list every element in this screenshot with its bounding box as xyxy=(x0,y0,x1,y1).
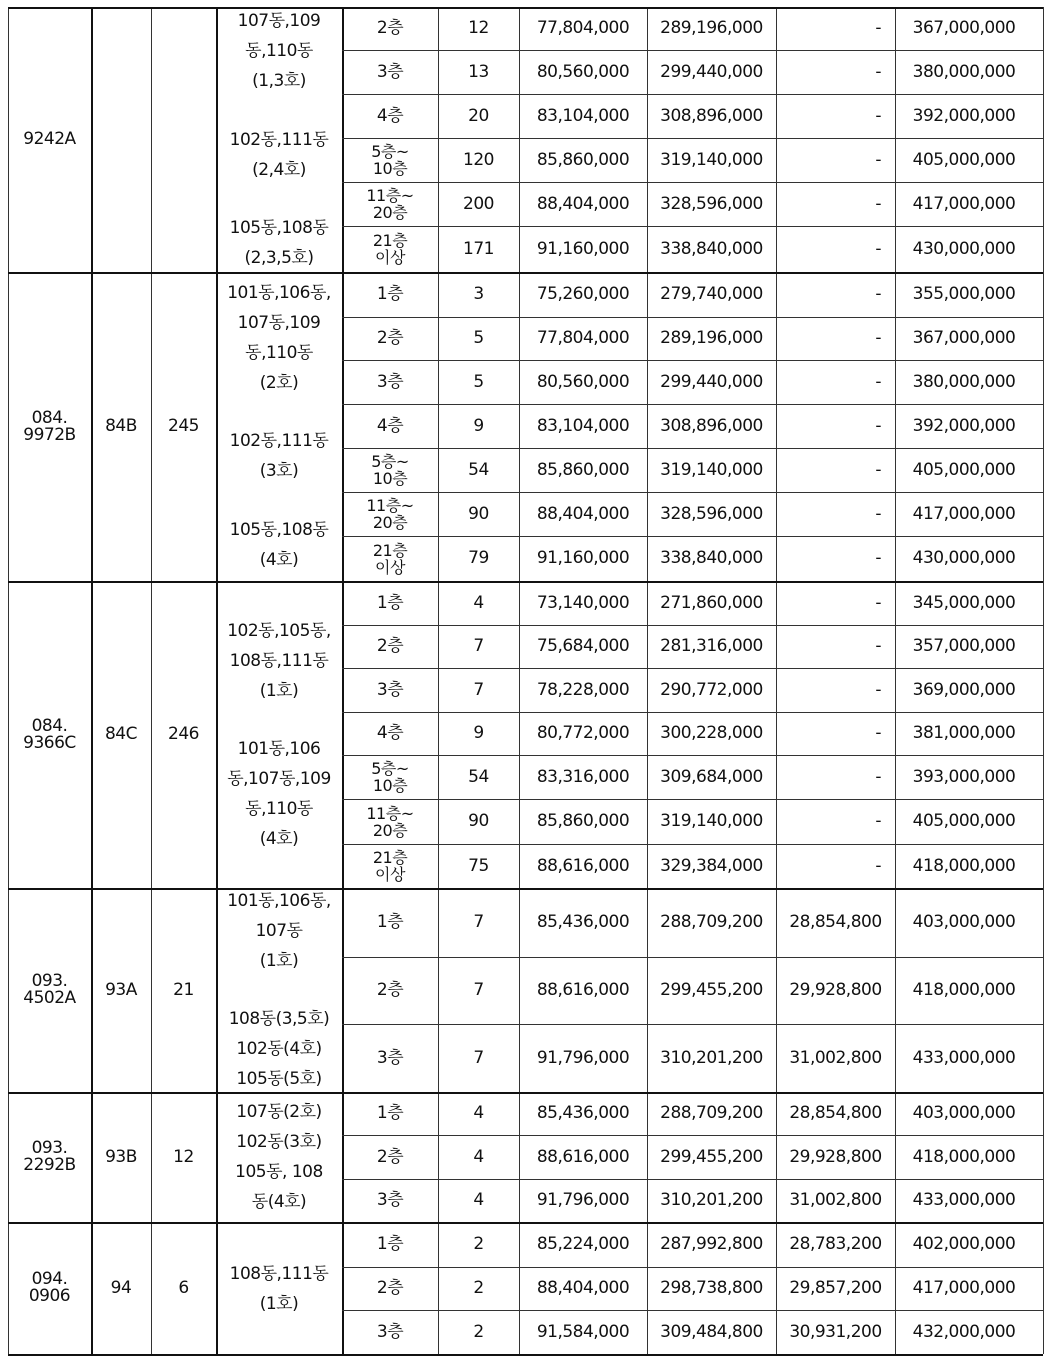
building-price: 281,316,000 xyxy=(660,636,763,656)
land-price: 83,104,000 xyxy=(536,105,630,126)
total-price: 355,000,000 xyxy=(912,284,1016,304)
household-count: 90 xyxy=(468,811,489,831)
vat-amount: 29,857,200 xyxy=(789,1278,882,1298)
land-price: 91,584,000 xyxy=(536,1321,630,1342)
building-price: 319,140,000 xyxy=(660,811,763,831)
building-price: 319,140,000 xyxy=(660,459,763,480)
land-price: 75,684,000 xyxy=(536,636,630,656)
dong-label: 107동,109 동,110동 (1,3호) xyxy=(237,11,321,91)
total-price: 403,000,000 xyxy=(912,912,1016,932)
vat-amount: 28,854,800 xyxy=(789,912,882,932)
model-number: 093. 2292B xyxy=(23,1138,76,1175)
land-price: 77,804,000 xyxy=(536,328,630,348)
total-price: 417,000,000 xyxy=(912,503,1016,524)
building-price: 300,228,000 xyxy=(660,723,763,743)
unit-type: 84B xyxy=(105,416,137,436)
total-price: 367,000,000 xyxy=(912,328,1016,348)
dong-label: 102동,105동, 108동,111동 (1호) xyxy=(227,621,331,701)
floor-cell: 1층 xyxy=(376,1234,404,1254)
vat-amount: - xyxy=(875,415,881,436)
vat-amount: - xyxy=(875,193,881,214)
building-price: 310,201,200 xyxy=(660,1047,763,1068)
dong-label: 101동,106 동,107동,109 동,110동 (4호) xyxy=(227,739,331,849)
land-price: 80,560,000 xyxy=(536,61,630,82)
unit-count: 6 xyxy=(178,1277,189,1298)
vat-amount: - xyxy=(875,592,881,613)
building-price: 308,896,000 xyxy=(660,415,763,436)
vat-amount: - xyxy=(875,811,881,831)
household-count: 7 xyxy=(473,1047,484,1068)
vat-amount: - xyxy=(875,328,881,348)
building-price: 271,860,000 xyxy=(660,592,763,613)
building-price: 309,484,800 xyxy=(660,1321,763,1342)
total-price: 418,000,000 xyxy=(912,1146,1016,1167)
model-number: 9242A xyxy=(23,129,76,149)
floor-cell: 1층 xyxy=(376,592,404,613)
land-price: 80,772,000 xyxy=(536,723,630,743)
floor-cell: 5층~ 10층 xyxy=(371,142,409,178)
building-price: 288,709,200 xyxy=(660,912,763,932)
vat-amount: - xyxy=(875,459,881,480)
total-price: 430,000,000 xyxy=(912,548,1016,568)
land-price: 85,860,000 xyxy=(536,459,630,480)
building-price: 309,684,000 xyxy=(660,766,763,787)
floor-cell: 3층 xyxy=(376,61,404,82)
dong-label: 101동,106동, 107동 (1호) xyxy=(227,891,331,971)
vat-amount: - xyxy=(875,679,881,700)
land-price: 77,804,000 xyxy=(536,18,630,38)
unit-type xyxy=(91,7,151,272)
building-price: 298,738,800 xyxy=(660,1278,763,1298)
land-price: 78,228,000 xyxy=(536,679,630,700)
total-price: 430,000,000 xyxy=(912,238,1016,259)
building-price: 328,596,000 xyxy=(660,193,763,214)
dong-label: 105동,108동 (4호) xyxy=(229,520,329,570)
household-count: 2 xyxy=(473,1321,484,1342)
unit-count xyxy=(151,7,216,272)
total-price: 418,000,000 xyxy=(912,980,1016,1000)
vat-amount: 31,002,800 xyxy=(789,1047,882,1068)
household-count: 7 xyxy=(473,679,484,700)
household-count: 171 xyxy=(463,238,494,259)
building-price: 299,440,000 xyxy=(660,371,763,392)
unit-count: 12 xyxy=(173,1146,194,1167)
total-price: 392,000,000 xyxy=(912,105,1016,126)
building-price: 308,896,000 xyxy=(660,105,763,126)
floor-cell: 4층 xyxy=(376,723,404,743)
floor-cell: 3층 xyxy=(376,1321,404,1342)
land-price: 85,860,000 xyxy=(536,811,630,831)
total-price: 405,000,000 xyxy=(912,459,1016,480)
land-price: 88,404,000 xyxy=(536,193,630,214)
vat-amount: - xyxy=(875,105,881,126)
land-price: 91,160,000 xyxy=(536,548,630,568)
floor-cell: 3층 xyxy=(376,679,404,700)
building-price: 299,455,200 xyxy=(660,980,763,1000)
vat-amount: - xyxy=(875,284,881,304)
land-price: 83,316,000 xyxy=(536,766,630,787)
vat-amount: 29,928,800 xyxy=(789,980,882,1000)
land-price: 88,404,000 xyxy=(536,503,630,524)
floor-cell: 2층 xyxy=(376,1278,404,1298)
household-count: 12 xyxy=(468,18,489,38)
floor-cell: 21층 이상 xyxy=(372,848,408,884)
household-count: 9 xyxy=(473,415,484,436)
unit-count: 245 xyxy=(168,416,199,436)
floor-cell: 4층 xyxy=(376,105,404,126)
total-price: 432,000,000 xyxy=(912,1321,1016,1342)
dong-label: 101동,106동, 107동,109 동,110동 (2호) xyxy=(227,283,331,393)
total-price: 369,000,000 xyxy=(912,679,1016,700)
vat-amount: - xyxy=(875,503,881,524)
floor-cell: 4층 xyxy=(376,415,404,436)
floor-cell: 3층 xyxy=(376,1190,404,1210)
household-count: 4 xyxy=(473,1190,484,1210)
total-price: 367,000,000 xyxy=(912,18,1016,38)
dong-label: 107동(2호) 102동(3호) 105동, 108 동(4호) xyxy=(235,1102,323,1212)
household-count: 200 xyxy=(463,193,494,214)
vat-amount: 29,928,800 xyxy=(789,1146,882,1167)
total-price: 381,000,000 xyxy=(912,723,1016,743)
building-price: 279,740,000 xyxy=(660,284,763,304)
household-count: 4 xyxy=(473,1103,484,1123)
building-price: 290,772,000 xyxy=(660,679,763,700)
land-price: 80,560,000 xyxy=(536,371,630,392)
floor-cell: 3층 xyxy=(376,1047,404,1068)
household-count: 13 xyxy=(468,61,489,82)
building-price: 319,140,000 xyxy=(660,149,763,170)
vat-amount: - xyxy=(875,61,881,82)
floor-cell: 21층 이상 xyxy=(372,540,408,577)
vat-amount: 30,931,200 xyxy=(789,1321,882,1342)
total-price: 393,000,000 xyxy=(912,766,1016,787)
land-price: 83,104,000 xyxy=(536,415,630,436)
vat-amount: - xyxy=(875,371,881,392)
floor-cell: 2층 xyxy=(376,980,404,1000)
floor-cell: 11층~ 20층 xyxy=(366,186,414,222)
household-count: 9 xyxy=(473,723,484,743)
vat-amount: 28,783,200 xyxy=(789,1234,882,1254)
land-price: 85,436,000 xyxy=(536,912,630,932)
building-price: 299,455,200 xyxy=(660,1146,763,1167)
total-price: 405,000,000 xyxy=(912,811,1016,831)
unit-count: 21 xyxy=(173,979,194,1000)
household-count: 3 xyxy=(473,284,484,304)
total-price: 380,000,000 xyxy=(912,61,1016,82)
building-price: 287,992,800 xyxy=(660,1234,763,1254)
floor-cell: 2층 xyxy=(376,18,404,38)
building-price: 299,440,000 xyxy=(660,61,763,82)
household-count: 7 xyxy=(473,980,484,1000)
building-price: 338,840,000 xyxy=(660,238,763,259)
model-number: 094. 0906 xyxy=(28,1269,71,1306)
total-price: 380,000,000 xyxy=(912,371,1016,392)
dong-label: 108동(3,5호) 102동(4호) 105동(5호) xyxy=(228,1009,330,1089)
floor-cell: 21층 이상 xyxy=(372,231,408,267)
land-price: 85,436,000 xyxy=(536,1103,630,1123)
household-count: 75 xyxy=(468,855,489,876)
land-price: 75,260,000 xyxy=(536,284,630,304)
land-price: 85,224,000 xyxy=(536,1234,630,1254)
building-price: 329,384,000 xyxy=(660,855,763,876)
total-price: 403,000,000 xyxy=(912,1103,1016,1123)
unit-type: 84C xyxy=(104,724,137,744)
total-price: 402,000,000 xyxy=(912,1234,1016,1254)
model-number: 093. 4502A xyxy=(23,971,76,1008)
building-price: 328,596,000 xyxy=(660,503,763,524)
household-count: 4 xyxy=(473,592,484,613)
unit-type: 93A xyxy=(105,979,137,1000)
floor-cell: 1층 xyxy=(376,284,404,304)
household-count: 7 xyxy=(473,636,484,656)
floor-cell: 5층~ 10층 xyxy=(371,452,409,488)
land-price: 73,140,000 xyxy=(536,592,630,613)
land-price: 88,616,000 xyxy=(536,980,630,1000)
building-price: 289,196,000 xyxy=(660,328,763,348)
floor-cell: 1층 xyxy=(376,1103,404,1123)
land-price: 88,404,000 xyxy=(536,1278,630,1298)
household-count: 7 xyxy=(473,912,484,932)
building-price: 338,840,000 xyxy=(660,548,763,568)
floor-cell: 3층 xyxy=(376,371,404,392)
row-divider xyxy=(8,1354,1043,1356)
floor-cell: 1층 xyxy=(376,912,404,932)
vat-amount: - xyxy=(875,238,881,259)
vat-amount: 31,002,800 xyxy=(789,1190,882,1210)
land-price: 91,796,000 xyxy=(536,1190,630,1210)
vat-amount: - xyxy=(875,18,881,38)
dong-label: 102동,111동 (3호) xyxy=(229,431,329,481)
unit-type: 94 xyxy=(110,1277,132,1298)
household-count: 4 xyxy=(473,1146,484,1167)
total-price: 433,000,000 xyxy=(912,1047,1016,1068)
total-price: 392,000,000 xyxy=(912,415,1016,436)
unit-type: 93B xyxy=(105,1146,137,1167)
household-count: 79 xyxy=(468,548,489,568)
vat-amount: 28,854,800 xyxy=(789,1103,882,1123)
household-count: 5 xyxy=(473,328,484,348)
household-count: 54 xyxy=(468,459,489,480)
floor-cell: 2층 xyxy=(376,1146,404,1167)
total-price: 433,000,000 xyxy=(912,1190,1016,1210)
unit-count: 246 xyxy=(168,724,199,744)
household-count: 5 xyxy=(473,371,484,392)
model-number: 084. 9972B xyxy=(23,407,76,445)
household-count: 54 xyxy=(468,766,489,787)
total-price: 357,000,000 xyxy=(912,636,1016,656)
land-price: 91,796,000 xyxy=(536,1047,630,1068)
vat-amount: - xyxy=(875,766,881,787)
land-price: 85,860,000 xyxy=(536,149,630,170)
vat-amount: - xyxy=(875,855,881,876)
dong-label: 108동,111동 (1호) xyxy=(229,1264,329,1314)
floor-cell: 2층 xyxy=(376,328,404,348)
vat-amount: - xyxy=(875,548,881,568)
household-count: 20 xyxy=(468,105,489,126)
total-price: 417,000,000 xyxy=(912,193,1016,214)
dong-label: 105동,108동 (2,3,5호) xyxy=(229,218,329,268)
floor-cell: 11층~ 20층 xyxy=(366,496,414,532)
total-price: 417,000,000 xyxy=(912,1278,1016,1298)
floor-cell: 5층~ 10층 xyxy=(371,759,409,795)
floor-cell: 2층 xyxy=(376,636,404,656)
vat-amount: - xyxy=(875,149,881,170)
building-price: 288,709,200 xyxy=(660,1103,763,1123)
household-count: 120 xyxy=(463,149,494,170)
vat-amount: - xyxy=(875,723,881,743)
total-price: 418,000,000 xyxy=(912,855,1016,876)
building-price: 310,201,200 xyxy=(660,1190,763,1210)
dong-label: 102동,111동 (2,4호) xyxy=(229,130,329,180)
total-price: 345,000,000 xyxy=(912,592,1016,613)
building-price: 289,196,000 xyxy=(660,18,763,38)
model-number: 084. 9366C xyxy=(23,715,76,753)
floor-cell: 11층~ 20층 xyxy=(366,803,414,840)
total-price: 405,000,000 xyxy=(912,149,1016,170)
land-price: 91,160,000 xyxy=(536,238,630,259)
land-price: 88,616,000 xyxy=(536,1146,630,1167)
household-count: 90 xyxy=(468,503,489,524)
household-count: 2 xyxy=(473,1278,484,1298)
vat-amount: - xyxy=(875,636,881,656)
land-price: 88,616,000 xyxy=(536,855,630,876)
household-count: 2 xyxy=(473,1234,484,1254)
column-divider xyxy=(1043,7,1044,1354)
